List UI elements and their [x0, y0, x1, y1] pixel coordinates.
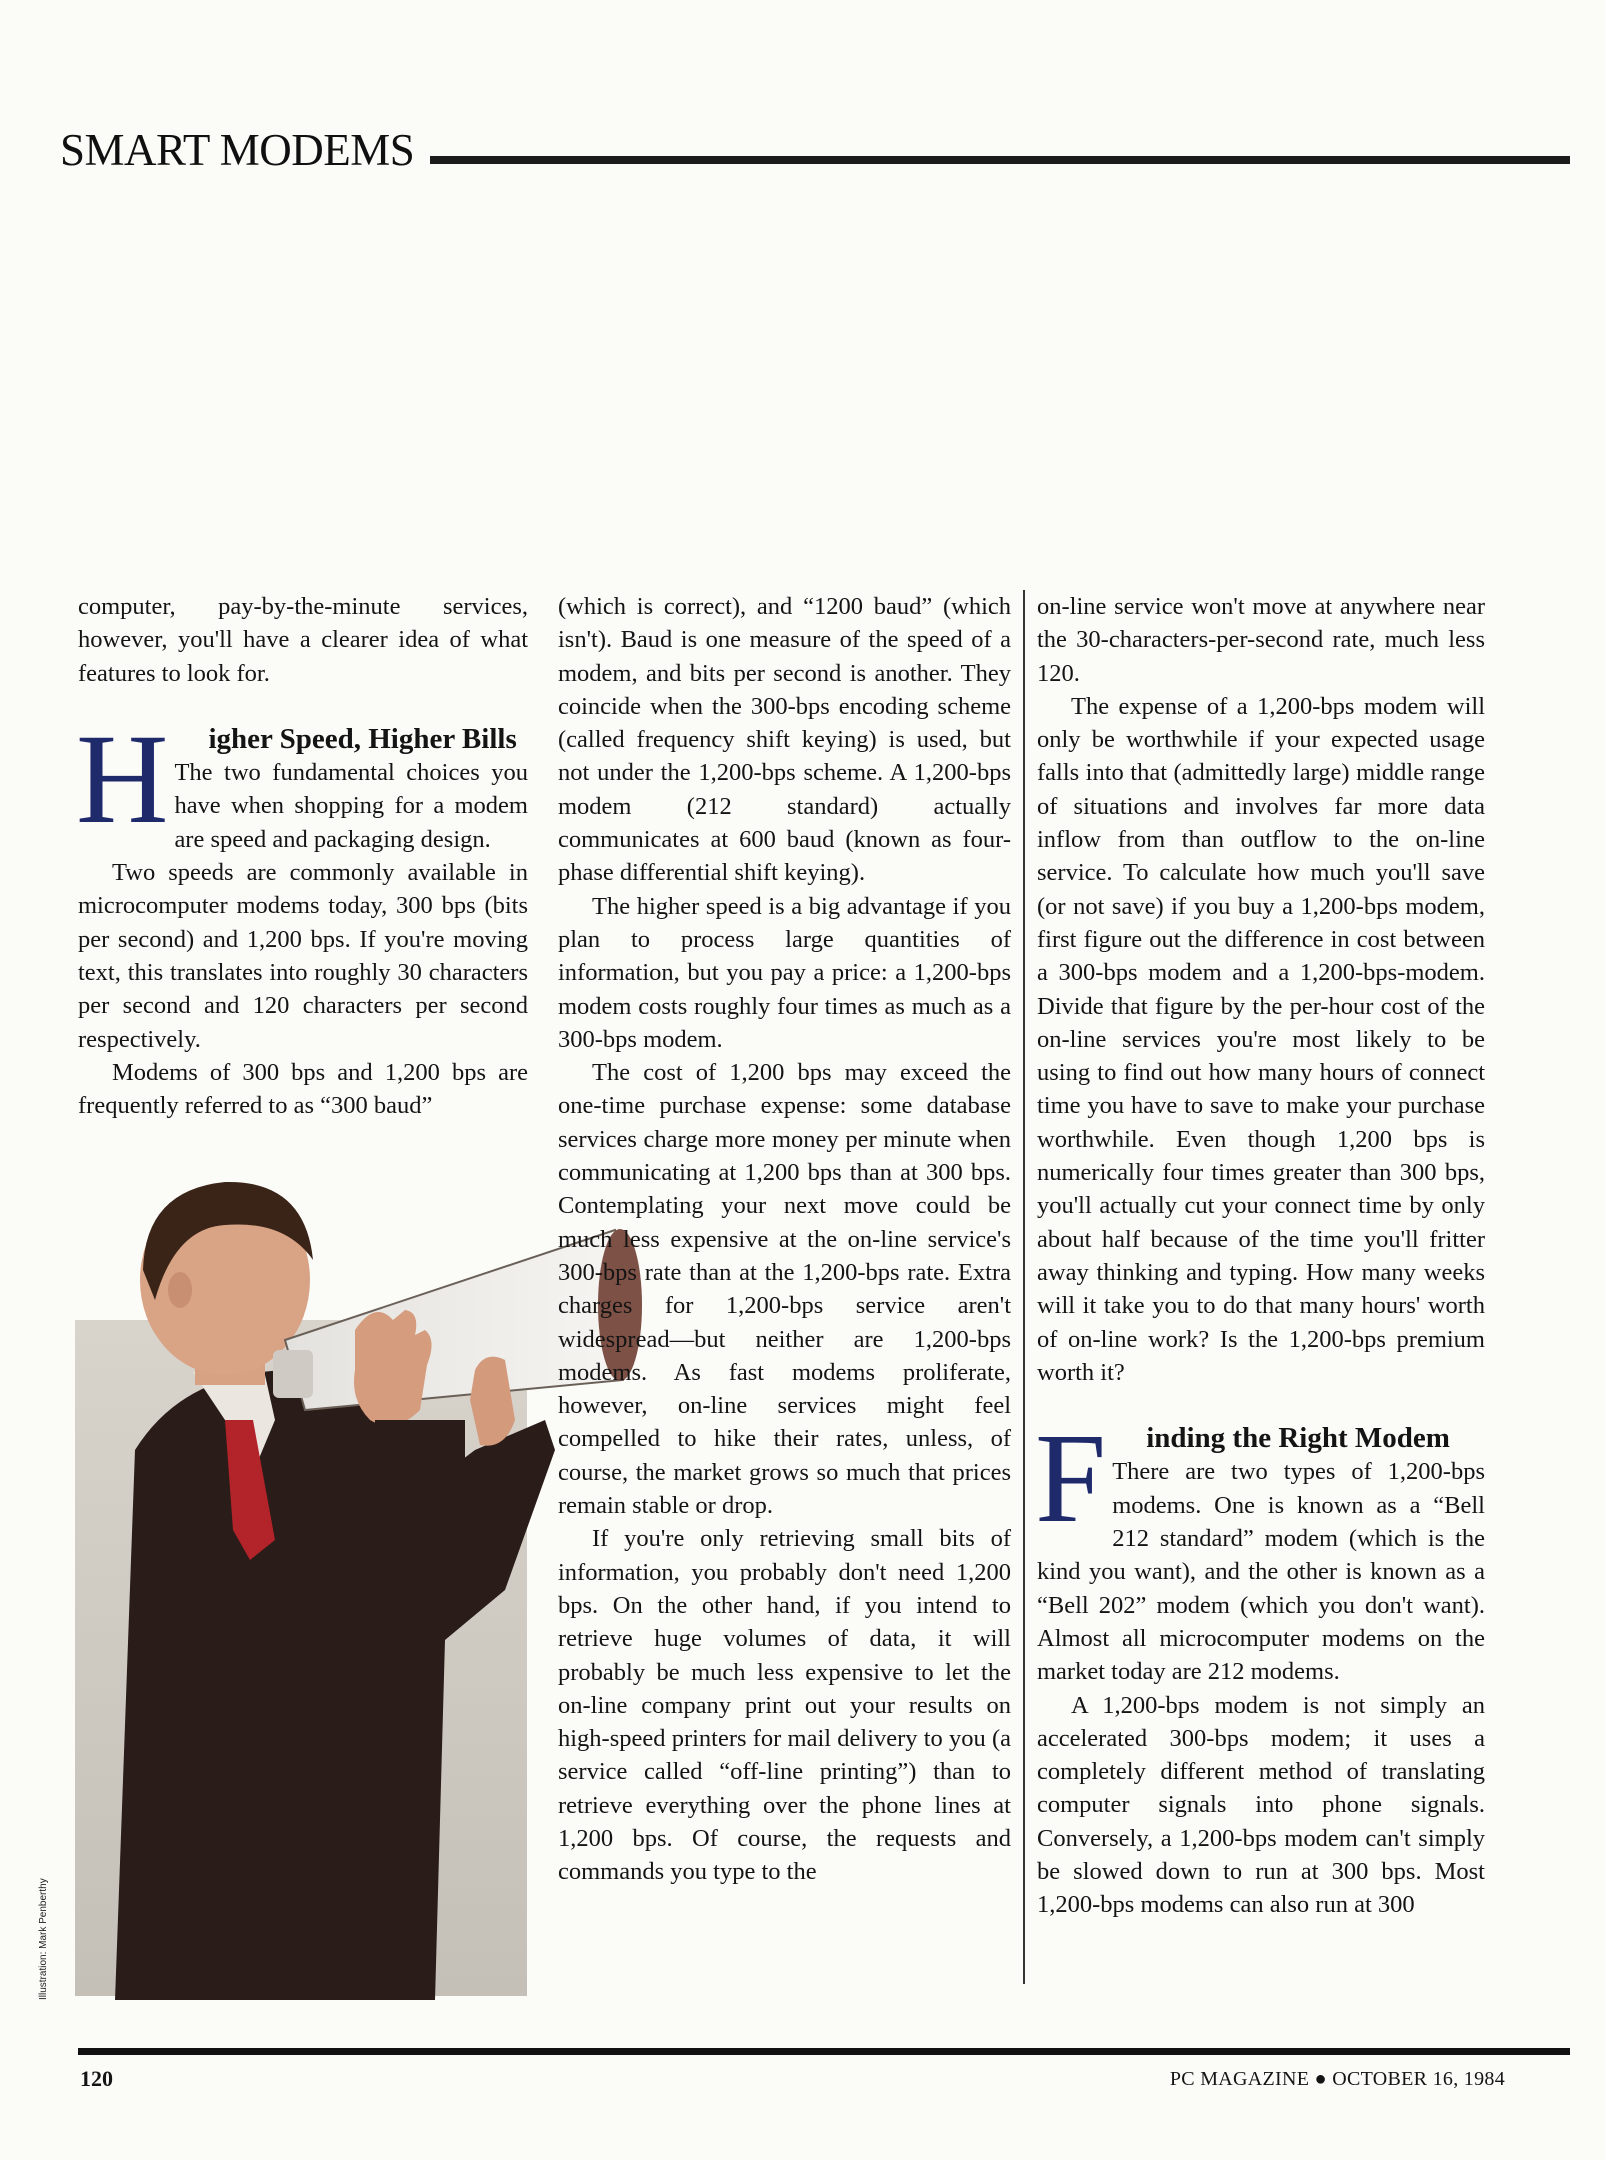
- paragraph: [558, 1056, 1011, 1522]
- section-title: SMART MODEMS: [60, 125, 415, 175]
- megaphone-mouthpiece: [273, 1350, 313, 1398]
- paragraph: The expense of a 1,200-bps modem will only be worthwhile if your expected usage falls into that (admittedly large) middle range of situations and involves far more data inflow from than outflow to the on-line service. To calculate how much you'll save (or not save) if you buy a 1,200-bps modem, first figure out the difference in cost between a 300-bps modem and a 1,200-bps-modem. Divide that figure by the per-hour cost of the on-line services you're most likely to be using to find out how many hours of connect time you have to save to make your purchase worthwhile. Even though 1,200 bps is numerically four times greater than 300 bps, you'll actually cut your connect time by only about half because of the time you'll fritter away thinking and typing. How many weeks will it take you to do that many hours' worth of on-line work? Is the 1,200-bps premium worth it?: [1037, 692, 1485, 1386]
- column-3: [1037, 590, 1485, 1922]
- ear: [168, 1272, 192, 1308]
- dropcap: H: [76, 707, 169, 850]
- page-header: [60, 122, 1570, 178]
- paragraph: Two speeds are commonly available in microcomputer modems today, 300 bps (bits per second) and 1,200 bps. If you're moving text, this translates into roughly 30 characters per second and 120 characters per second respectively.: [78, 859, 528, 1053]
- header-rule: [430, 156, 1570, 164]
- section-heading: inding the Right Modem: [1146, 1422, 1450, 1455]
- section-higher-speed: [76, 707, 528, 856]
- paragraph: A 1,200-bps modem is not simply an accelerated 300-bps modem; it uses a completely different method of translating computer signals into phone signals. Conversely, a 1,200-bps modem can't simply be slowed down to run at 300 bps. Most 1,200-bps modems can also run at 300: [1037, 1691, 1485, 1919]
- paragraph: If you're only retrieving small bits of information, you probably don't need 1,200 bps. On the other hand, if you intend to retrieve huge volumes of data, it will probably be much less expensive to let the on-line company print out your results on high-speed printers for mail delivery to you (a service called “off-line printing”) than to retrieve everything over the phone lines at 1,200 bps. Of course, the requests and commands you type to the: [558, 1525, 1011, 1886]
- paragraph: on-line service won't move at anywhere near the 30-characters-per-second rate, much less 120.: [1037, 593, 1485, 687]
- paragraph: computer, pay-by-the-minute services, however, you'll have a clearer idea of what features to look for.: [78, 593, 528, 687]
- magazine-issue: PC MAGAZINE ● OCTOBER 16, 1984: [1169, 2068, 1505, 2090]
- paragraph: Modems of 300 bps and 1,200 bps are frequently referred to as “300 baud”: [78, 1058, 528, 1120]
- paragraph: The higher speed is a big advantage if you plan to process large quantities of information, but you pay a price: a 1,200-bps modem costs roughly four times as much as a 300-bps modem.: [558, 892, 1011, 1053]
- paragraph: The two fundamental choices you have when shopping for a modem are speed and packaging design.: [174, 759, 528, 853]
- dropcap: F: [1035, 1407, 1107, 1550]
- paragraph-wrap-text: The cost of 1,200 bps may exceed the one-time purchase expense: some database services charge more money per minute when communicating at 1,200 bps than at 300 bps. Contemplating your next move could be much less expensive at the on-line service's 300-bps rate than at the 1,200-bps rate. Extra charges for 1,200-bps service aren't widespread—but neither are 1,200-bps modems. As fast modems proliferate, however, on-line services might feel compelled to hike their rates, unless, of course, the market grows so much that prices remain stable or drop.: [558, 1059, 1011, 1520]
- column-2: [558, 590, 1011, 1889]
- page-number: 120: [80, 2066, 113, 2091]
- paragraph: There are two types of 1,200-bps modems. One is known as a “Bell 212 standard” modem (which is the kind you want), and the other is known as a “Bell 202” modem (which you don't want). Almost all microcomputer modems on the market today are 212 modems.: [1037, 1458, 1485, 1686]
- column-rule: [1023, 590, 1025, 1984]
- section-finding-modem: [1035, 1407, 1485, 1688]
- footer-rule: [78, 2048, 1570, 2055]
- illustration-credit: Illustration: Mark Penberthy: [38, 1878, 49, 2000]
- section-heading: igher Speed, Higher Bills: [208, 722, 517, 755]
- sleeve: [375, 1420, 465, 1490]
- column-1: [78, 590, 528, 1122]
- paragraph: (which is correct), and “1200 baud” (which isn't). Baud is one measure of the speed of a modem, and bits per second is another. They coincide when the 300-bps encoding scheme (called frequency shift keying) is used, but not under the 1,200-bps scheme. A 1,200-bps modem (212 standard) actually communicates at 600 baud (known as four-phase differential shift keying).: [558, 593, 1011, 887]
